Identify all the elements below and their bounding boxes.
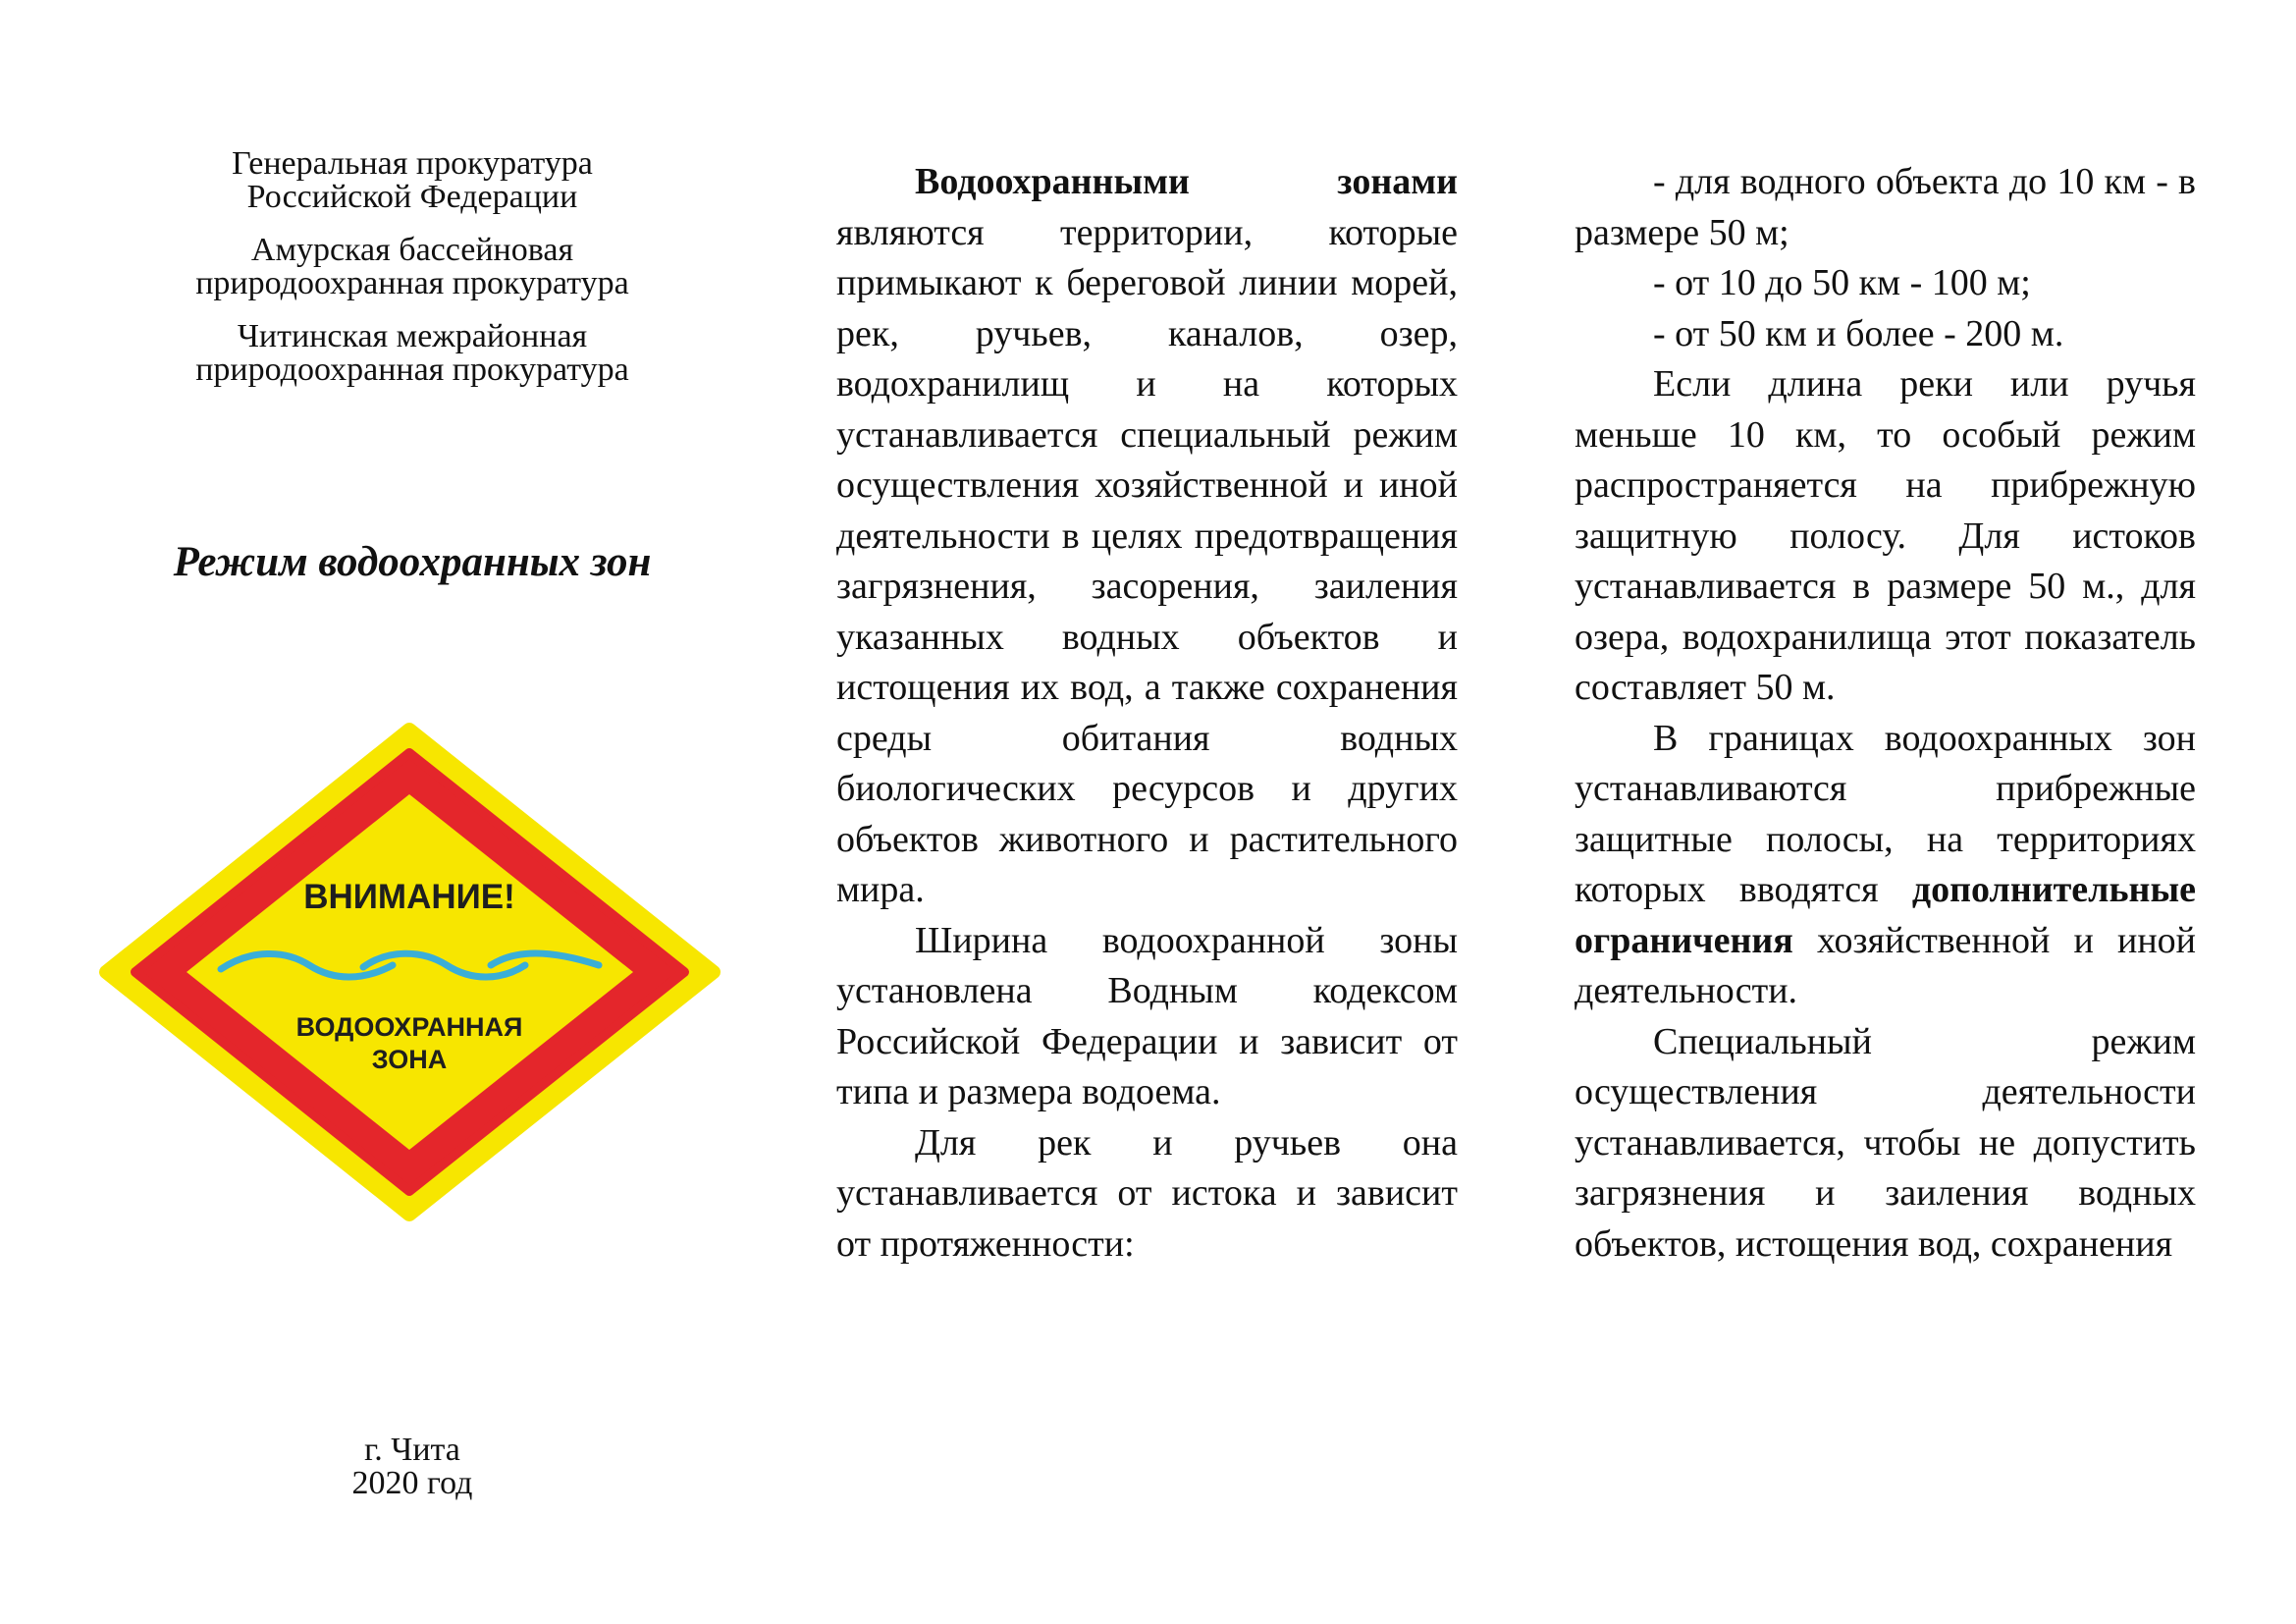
strips-text-b: хозяйственной и иной деятельности. xyxy=(1575,919,2196,1011)
sign-warning-text: ВНИМАНИЕ! xyxy=(303,878,515,916)
sign-zone-text-line2: ЗОНА xyxy=(371,1045,448,1074)
document-title: Режим водоохранных зон xyxy=(173,539,652,585)
paragraph-special-regime: Специальный режим осуществления деятельности устанавливается, чтобы не допустить загрязнения и заиления водных объектов, истощения вод, сохранения xyxy=(1575,1020,2196,1265)
paragraph-width: Ширина водоохранной зоны установлена Водным кодексом Российской Федерации и зависит от типа и размера водоема. xyxy=(836,919,1458,1112)
org3-line2: природоохранная прокуратура xyxy=(195,352,629,388)
definition-text: являются территории, которые примыкают к береговой линии морей, рек, ручьев, каналов, озер, водохранилищ и на которых устанавливается специальный режим осуществления хозяйственной и иной деятельности в целях предотвращения загрязнения, засорения, заиления указанных водных объектов и истощения их вод, а также сохранения среды обитания водных биологических ресурсов и других объектов животного и растительного мира. xyxy=(836,211,1458,910)
paragraph-rivers: Для рек и ручьев она устанавливается от истока и зависит от протяженности: xyxy=(836,1121,1458,1265)
definition-term: Водоохранными зонами xyxy=(915,161,1458,202)
water-protection-zone-sign xyxy=(98,722,721,1222)
column-2 xyxy=(836,157,1458,1270)
strips-bold: дополнительные ограничения xyxy=(1575,869,2196,961)
list-item-10km: - для водного объекта до 10 км - в размере 50 м; xyxy=(1575,161,2196,253)
column-3 xyxy=(1575,157,2196,1270)
org1-line2: Российской Федерации xyxy=(246,179,578,215)
strips-text-a: В границах водоохранных зон устанавливаются прибрежные защитные полосы, на территориях которых вводятся xyxy=(1575,717,2196,910)
org2-line1: Амурская бассейновая xyxy=(250,232,574,268)
org1-line1: Генеральная прокуратура xyxy=(232,145,593,182)
org3-line1: Читинская межрайонная xyxy=(237,318,588,354)
year: 2020 год xyxy=(351,1465,473,1501)
paragraph-definition xyxy=(836,157,1458,916)
organization-header xyxy=(93,147,731,406)
sign-zone-text-line1: ВОДООХРАННАЯ xyxy=(295,1012,523,1042)
list-item-50km: - от 50 км и более - 200 м. xyxy=(1653,312,2064,354)
org-general-prosecutor xyxy=(93,147,731,214)
org-amur-prosecutor xyxy=(93,234,731,300)
list-item-10-50km: - от 10 до 50 км - 100 м; xyxy=(1653,262,2031,303)
paragraph-short-rivers: Если длина реки или ручья меньше 10 км, то особый режим распространяется на прибрежную защитную полосу. Для истоков устанавливается в размере 50 м., для озера, водохранилища этот показатель составляет 50 м. xyxy=(1575,363,2196,708)
paragraph-protective-strips xyxy=(1575,714,2196,1017)
org2-line2: природоохранная прокуратура xyxy=(195,265,629,301)
city: г. Чита xyxy=(364,1432,460,1468)
org-chita-prosecutor xyxy=(93,320,731,387)
place-and-year xyxy=(93,1434,731,1500)
